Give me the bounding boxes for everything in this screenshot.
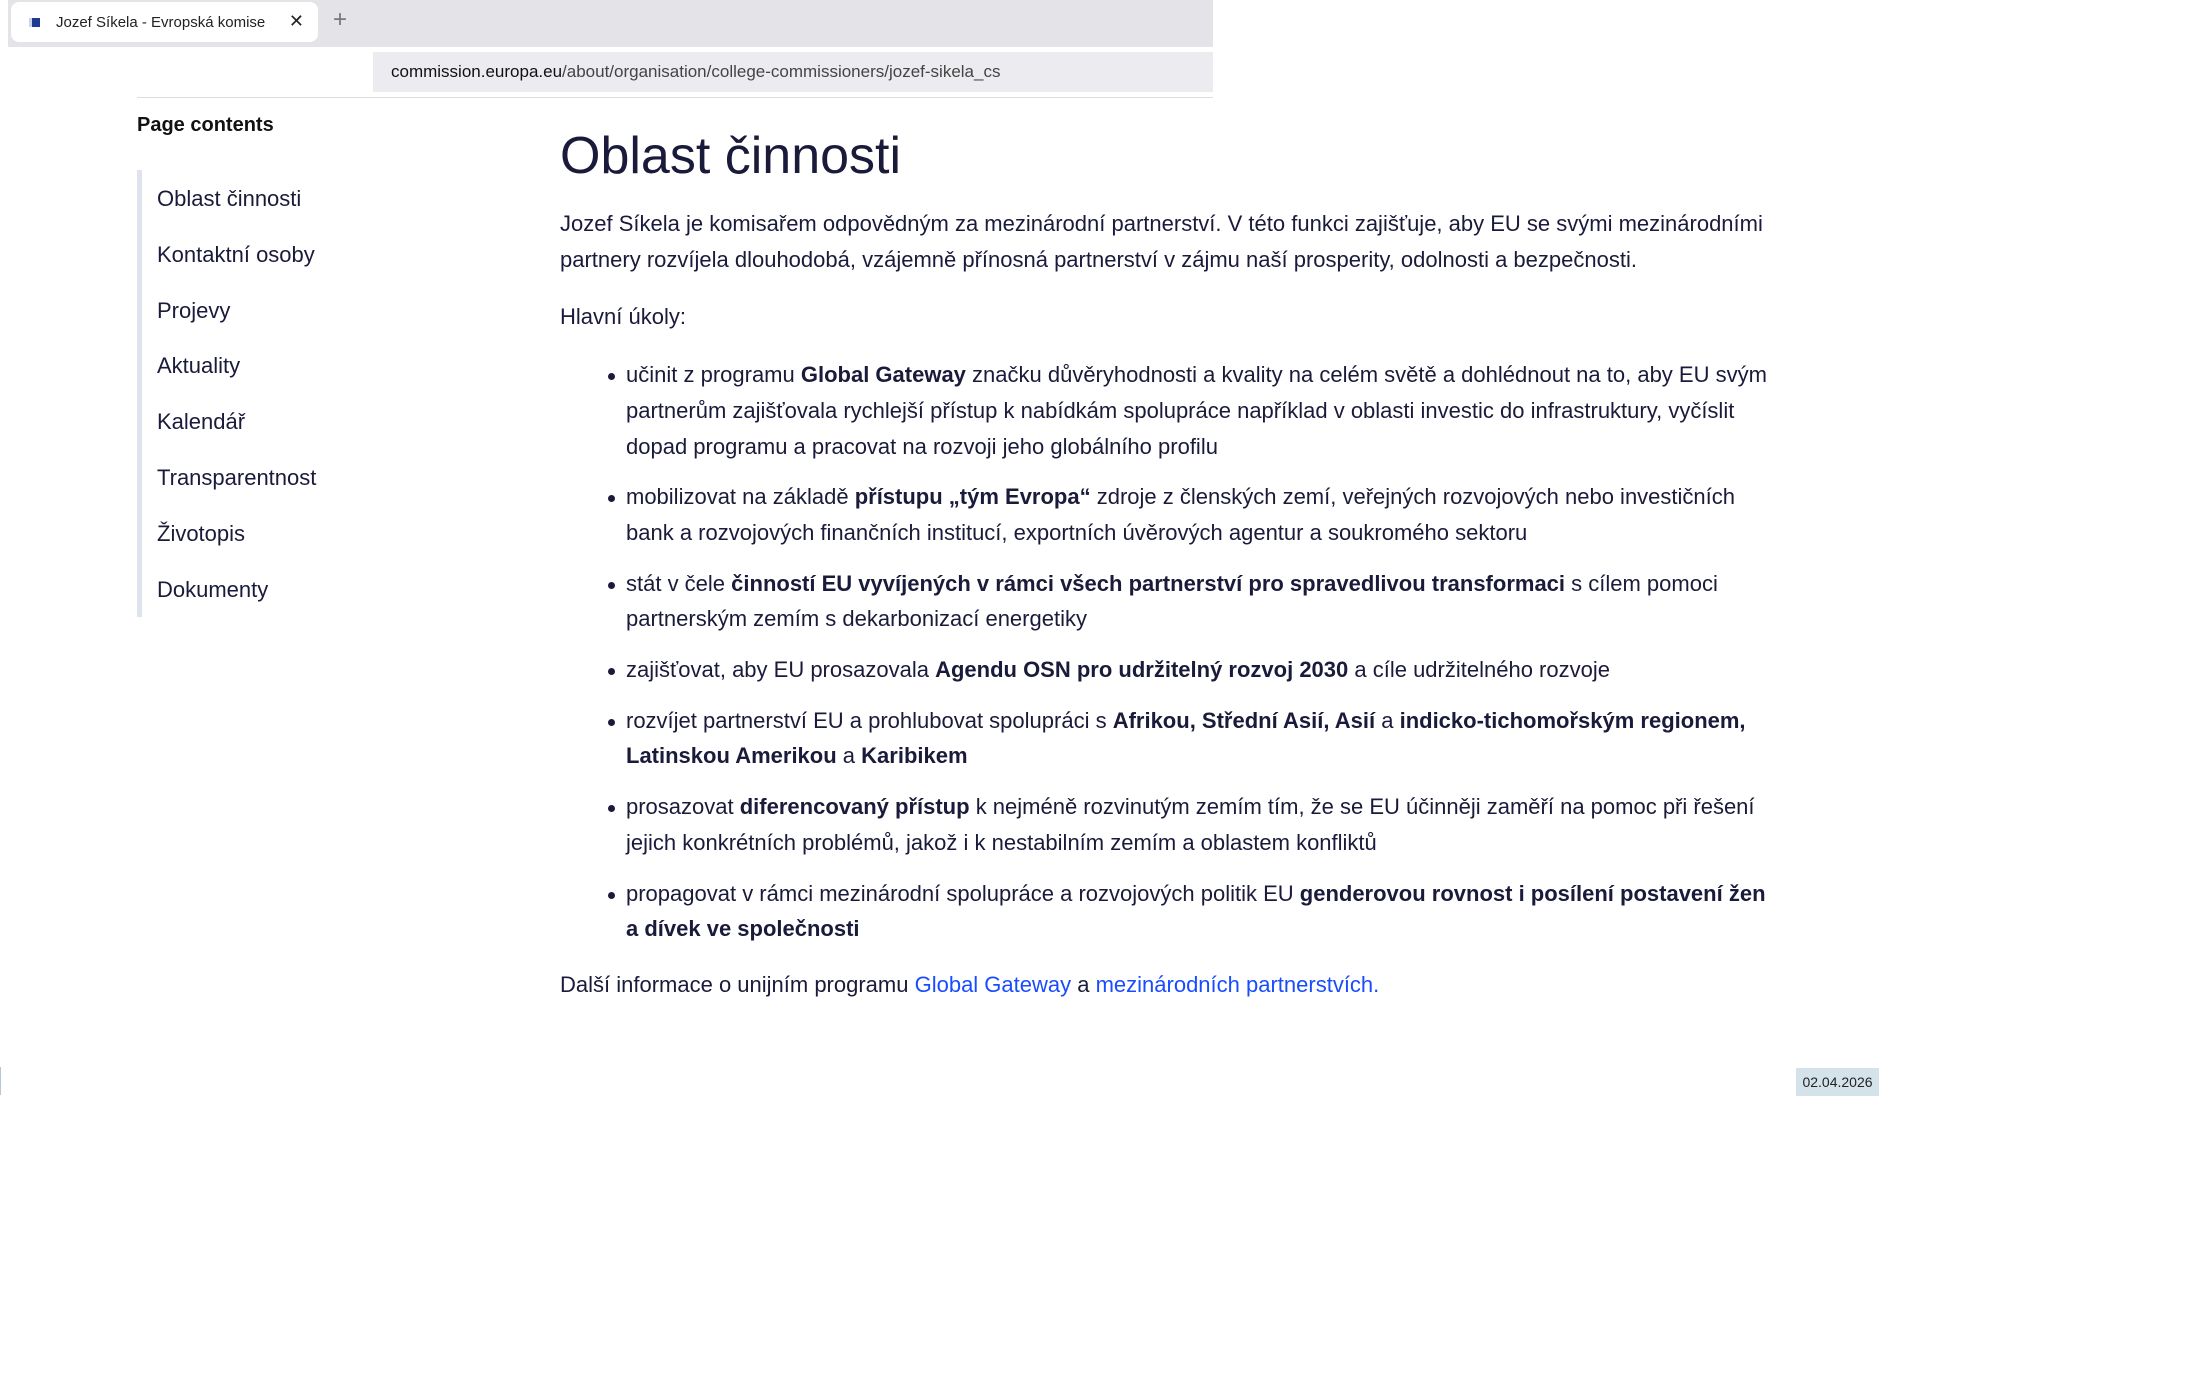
url-path: /about/organisation/college-commissioners/jozef-sikela_cs (562, 62, 1001, 81)
more-prefix: Další informace o unijním programu (560, 971, 915, 997)
toc-link-dokumenty[interactable]: Dokumenty (157, 576, 269, 602)
more-info (560, 967, 1780, 1003)
task-item (608, 566, 1780, 637)
task-text: a cíle udržitelného rozvoje (1348, 657, 1610, 683)
task-item (608, 876, 1780, 947)
new-tab-button[interactable]: + (333, 6, 348, 33)
page-contents-title: Page contents (137, 114, 274, 136)
task-text: zajišťovat, aby EU prosazovala (626, 657, 936, 683)
task-text: učinit z programu (626, 362, 801, 388)
task-text: stát v čele (626, 570, 732, 596)
address-bar[interactable] (373, 52, 1213, 92)
task-item (608, 479, 1780, 550)
tab-title: Jozef Síkela - Evropská komise (56, 13, 266, 31)
task-emphasis: diferencovaný přístup (739, 794, 970, 820)
task-emphasis: indicko-tichomořským regionem, Latinskou Amerikou (626, 707, 1746, 769)
task-text: zdroje z členských zemí, veřejných rozvojových nebo investičních bank a rozvojových finančních institucí, exportních úvěrových agentur a soukromého sektoru (626, 484, 1736, 545)
eu-favicon-icon (29, 18, 40, 27)
task-emphasis: přístupu „tým Evropa“ (854, 484, 1091, 510)
main-content (560, 120, 1780, 1040)
window-edge (0, 1067, 1, 1095)
task-emphasis: Global Gateway (800, 362, 966, 388)
task-emphasis: Afrikou, Střední Asií, Asií (1112, 707, 1376, 733)
toc-link-kalendar[interactable]: Kalendář (157, 409, 246, 435)
task-emphasis: činností EU vyvíjených v rámci všech partnerství pro spravedlivou transformaci (731, 570, 1566, 596)
date-badge: 02.04.2026 (1796, 1068, 1879, 1096)
task-emphasis: genderovou rovnost i posílení postavení žen a dívek ve společnosti (626, 880, 1766, 942)
browser-tab[interactable] (11, 2, 318, 42)
url-host: commission.europa.eu (391, 62, 563, 81)
task-text: mobilizovat na základě (626, 484, 855, 510)
task-text: prosazovat (626, 794, 740, 820)
international-partnerships-link[interactable]: mezinárodních partnerstvích. (1095, 971, 1380, 997)
task-item (608, 789, 1780, 860)
divider (137, 97, 1213, 98)
task-text: k nejméně rozvinutým zemím tím, že se EU účinněji zaměří na pomoc při řešení jejich konkrétních problémů, jakož i k nestabilním zemím a oblastem konfliktů (626, 794, 1755, 855)
task-text: propagovat v rámci mezinárodní spolupráce a rozvojových politik EU (626, 880, 1300, 906)
task-text: rozvíjet partnerství EU a prohlubovat spolupráci s (626, 707, 1113, 733)
task-item (608, 652, 1780, 688)
tasks-list (608, 357, 1780, 947)
tasks-label: Hlavní úkoly: (560, 304, 686, 330)
task-text: a (1375, 707, 1400, 733)
page-heading: Oblast činnosti (560, 127, 902, 185)
page-contents-nav (137, 170, 437, 617)
task-item (608, 357, 1780, 464)
task-item (608, 703, 1780, 774)
toc-link-transparentnost[interactable]: Transparentnost (157, 464, 317, 490)
toc-link-zivotopis[interactable]: Životopis (157, 520, 246, 546)
toc-link-aktuality[interactable]: Aktuality (157, 353, 241, 379)
task-text: a (836, 743, 862, 769)
global-gateway-link[interactable]: Global Gateway (914, 971, 1072, 997)
browser-tab-bar (8, 0, 1213, 47)
task-emphasis: Karibikem (861, 743, 968, 769)
intro-paragraph: Jozef Síkela je komisařem odpovědným za mezinárodní partnerství. V této funkci zajišťuje, aby EU se svými mezinárodními partnery rozvíjela dlouhodobá, vzájemně přínosná partnerství v zájmu naší prosperity, odolnosti a bezpečnosti. (560, 211, 1763, 272)
toc-link-projevy[interactable]: Projevy (157, 297, 231, 323)
task-text: značku důvěryhodnosti a kvality na celém světě a dohlédnout na to, aby EU svým partnerům zajišťovala rychlejší přístup k nabídkám spolupráce například v oblasti investic do infrastruktury, vyčíslit dopad programu a pracovat na rozvoji jeho globálního profilu (626, 362, 1767, 459)
toc-link-oblast-cinnosti[interactable]: Oblast činnosti (157, 186, 302, 211)
task-emphasis: Agendu OSN pro udržitelný rozvoj 2030 (935, 657, 1349, 683)
task-text: s cílem pomoci partnerským zemím s dekarbonizací energetiky (626, 570, 1718, 632)
toc-link-kontaktni-osoby[interactable]: Kontaktní osoby (157, 241, 315, 267)
more-mid: a (1071, 971, 1096, 997)
close-tab-icon[interactable]: ✕ (288, 11, 304, 31)
